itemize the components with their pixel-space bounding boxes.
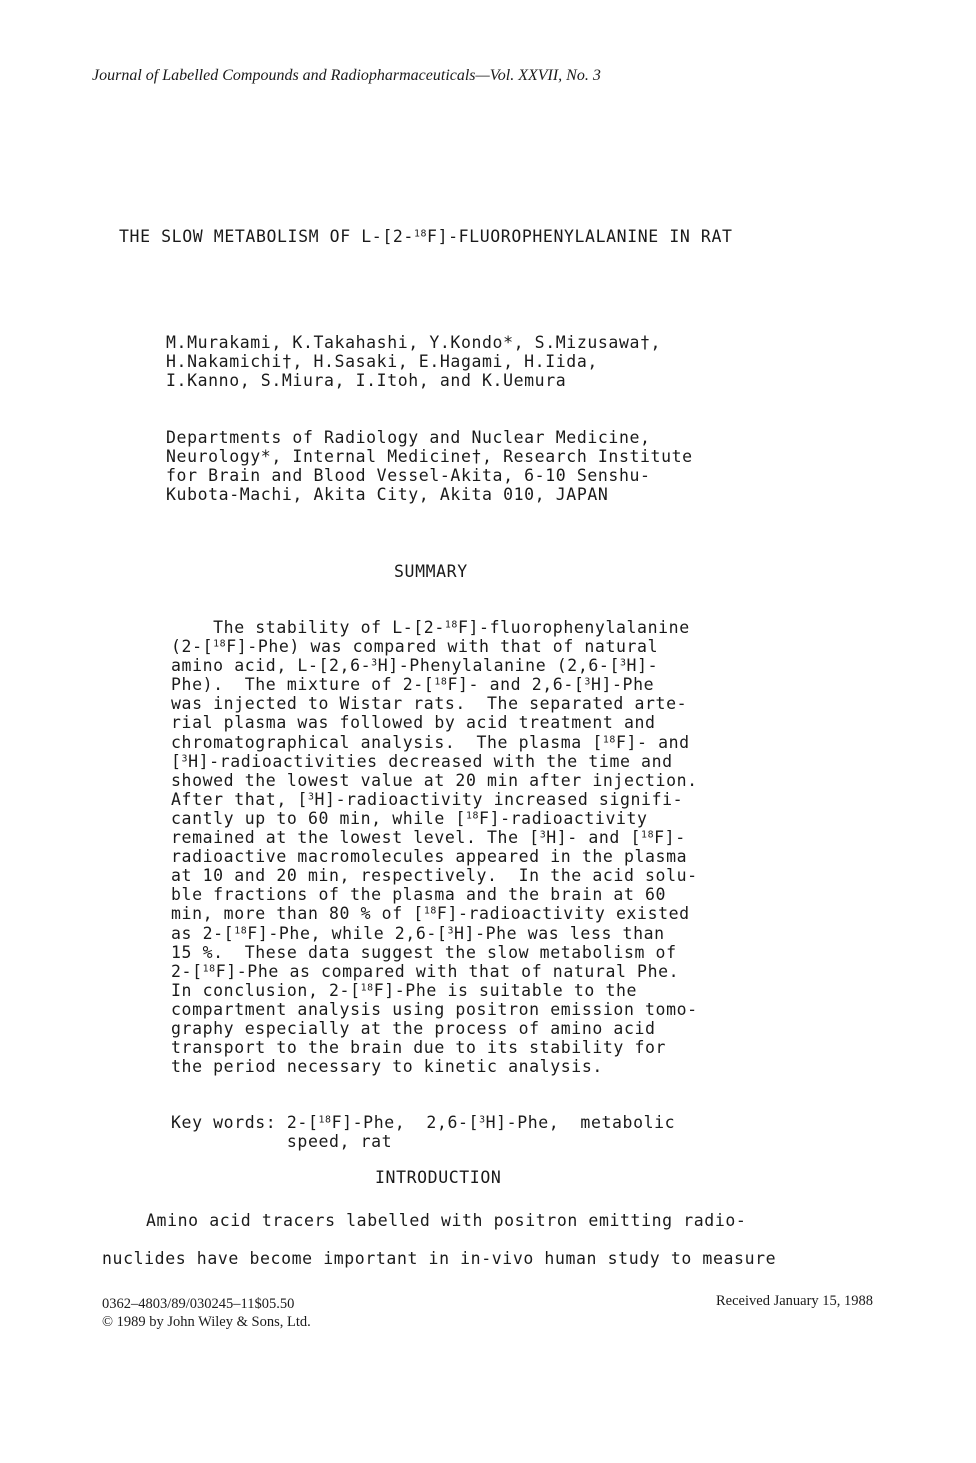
summary-lines-line: graphy especially at the process of amino acid bbox=[171, 1018, 656, 1038]
received-date: Received January 15, 1988 bbox=[716, 1293, 874, 1309]
summary-lines-line: The stability of L-[2-$^{18}$F]-fluorophenylalanine bbox=[171, 618, 690, 637]
summary-lines-line: chromatographical analysis. The plasma [$^{18}$F]- and bbox=[171, 732, 690, 752]
summary-body bbox=[171, 618, 698, 1076]
keywords-lines-line: Key words: 2-[$^{18}$F]-Phe, 2,6-[$^3$H]-Phe, metabolic bbox=[171, 1113, 676, 1132]
affiliation-line: Departments of Radiology and Nuclear Medicine, bbox=[166, 428, 651, 447]
footer-copyright: © 1989 by John Wiley & Sons, Ltd. bbox=[102, 1314, 311, 1330]
intro-line-1: Amino acid tracers labelled with positron emitting radio- bbox=[146, 1211, 747, 1230]
footer-code: 0362–4803/89/030245–11$05.50 bbox=[102, 1296, 295, 1312]
summary-lines-line: Phe). The mixture of 2-[$^{18}$F]- and 2,6-[$^3$H]-Phe bbox=[171, 675, 655, 695]
summary-lines-line: was injected to Wistar rats. The separated arte- bbox=[171, 694, 688, 714]
introduction-heading: INTRODUCTION bbox=[375, 1168, 502, 1187]
summary-lines-line: min, more than 80 % of [$^{18}$F]-radioactivity existed bbox=[171, 904, 690, 924]
paper-title: THE SLOW METABOLISM OF L-[2-$^{18}$F]-FLUOROPHENYLALANINE IN RAT bbox=[119, 227, 733, 246]
summary-lines-line: compartment analysis using positron emission tomo- bbox=[171, 999, 698, 1019]
summary-lines-line: rial plasma was followed by acid treatment and bbox=[171, 713, 656, 733]
affiliation-line: Neurology*, Internal Medicine†, Research Institute bbox=[166, 447, 693, 466]
affiliation bbox=[166, 428, 693, 504]
summary-lines-line: the period necessary to kinetic analysis. bbox=[171, 1057, 603, 1077]
summary-lines-line: 15 %. These data suggest the slow metabolism of bbox=[171, 942, 677, 962]
authors-line: I.Kanno, S.Miura, I.Itoh, and K.Uemura bbox=[166, 371, 567, 390]
keywords bbox=[171, 1113, 675, 1151]
authors-line: H.Nakamichi†, H.Sasaki, E.Hagami, H.Iida, bbox=[166, 352, 598, 371]
summary-lines-line: cantly up to 60 min, while [$^{18}$F]-radioactivity bbox=[171, 808, 648, 828]
summary-lines-line: showed the lowest value at 20 min after injection. bbox=[171, 770, 698, 790]
summary-lines-line: After that, [$^3$H]-radioactivity increased signifi- bbox=[171, 789, 684, 809]
summary-lines-line: at 10 and 20 min, respectively. In the acid solu- bbox=[171, 866, 698, 886]
summary-lines-line: (2-[$^{18}$F]-Phe) was compared with that of natural bbox=[171, 637, 659, 657]
summary-lines-line: as 2-[$^{18}$F]-Phe, while 2,6-[$^3$H]-Phe was less than bbox=[171, 923, 665, 943]
author-list bbox=[166, 333, 661, 390]
authors-line: M.Murakami, K.Takahashi, Y.Kondo*, S.Mizusawa†, bbox=[166, 333, 662, 352]
affiliation-line: Kubota-Machi, Akita City, Akita 010, JAPAN bbox=[166, 485, 609, 504]
running-header: Journal of Labelled Compounds and Radiopharmaceuticals—Vol. XXVII, No. 3 bbox=[92, 67, 601, 84]
summary-lines-line: In conclusion, 2-[$^{18}$F]-Phe is suitable to the bbox=[171, 980, 638, 1000]
keywords-lines-line: speed, rat bbox=[171, 1132, 393, 1151]
affiliation-line: for Brain and Blood Vessel-Akita, 6-10 Senshu- bbox=[166, 466, 651, 485]
intro-line-2: nuclides have become important in in-vivo human study to measure bbox=[102, 1249, 777, 1268]
summary-heading: SUMMARY bbox=[394, 562, 468, 581]
summary-lines-line: amino acid, L-[2,6-$^3$H]-Phenylalanine (2,6-[$^3$H]- bbox=[171, 656, 659, 676]
summary-lines-line: radioactive macromolecules appeared in the plasma bbox=[171, 847, 688, 867]
summary-lines-line: transport to the brain due to its stability for bbox=[171, 1038, 667, 1058]
summary-lines-line: ble fractions of the plasma and the brain at 60 bbox=[171, 885, 667, 905]
summary-lines-line: [$^3$H]-radioactivities decreased with the time and bbox=[171, 751, 673, 771]
summary-lines-line: 2-[$^{18}$F]-Phe as compared with that of natural Phe. bbox=[171, 961, 680, 981]
summary-lines-line: remained at the lowest level. The [$^3$H]- and [$^{18}$F]- bbox=[171, 828, 686, 848]
